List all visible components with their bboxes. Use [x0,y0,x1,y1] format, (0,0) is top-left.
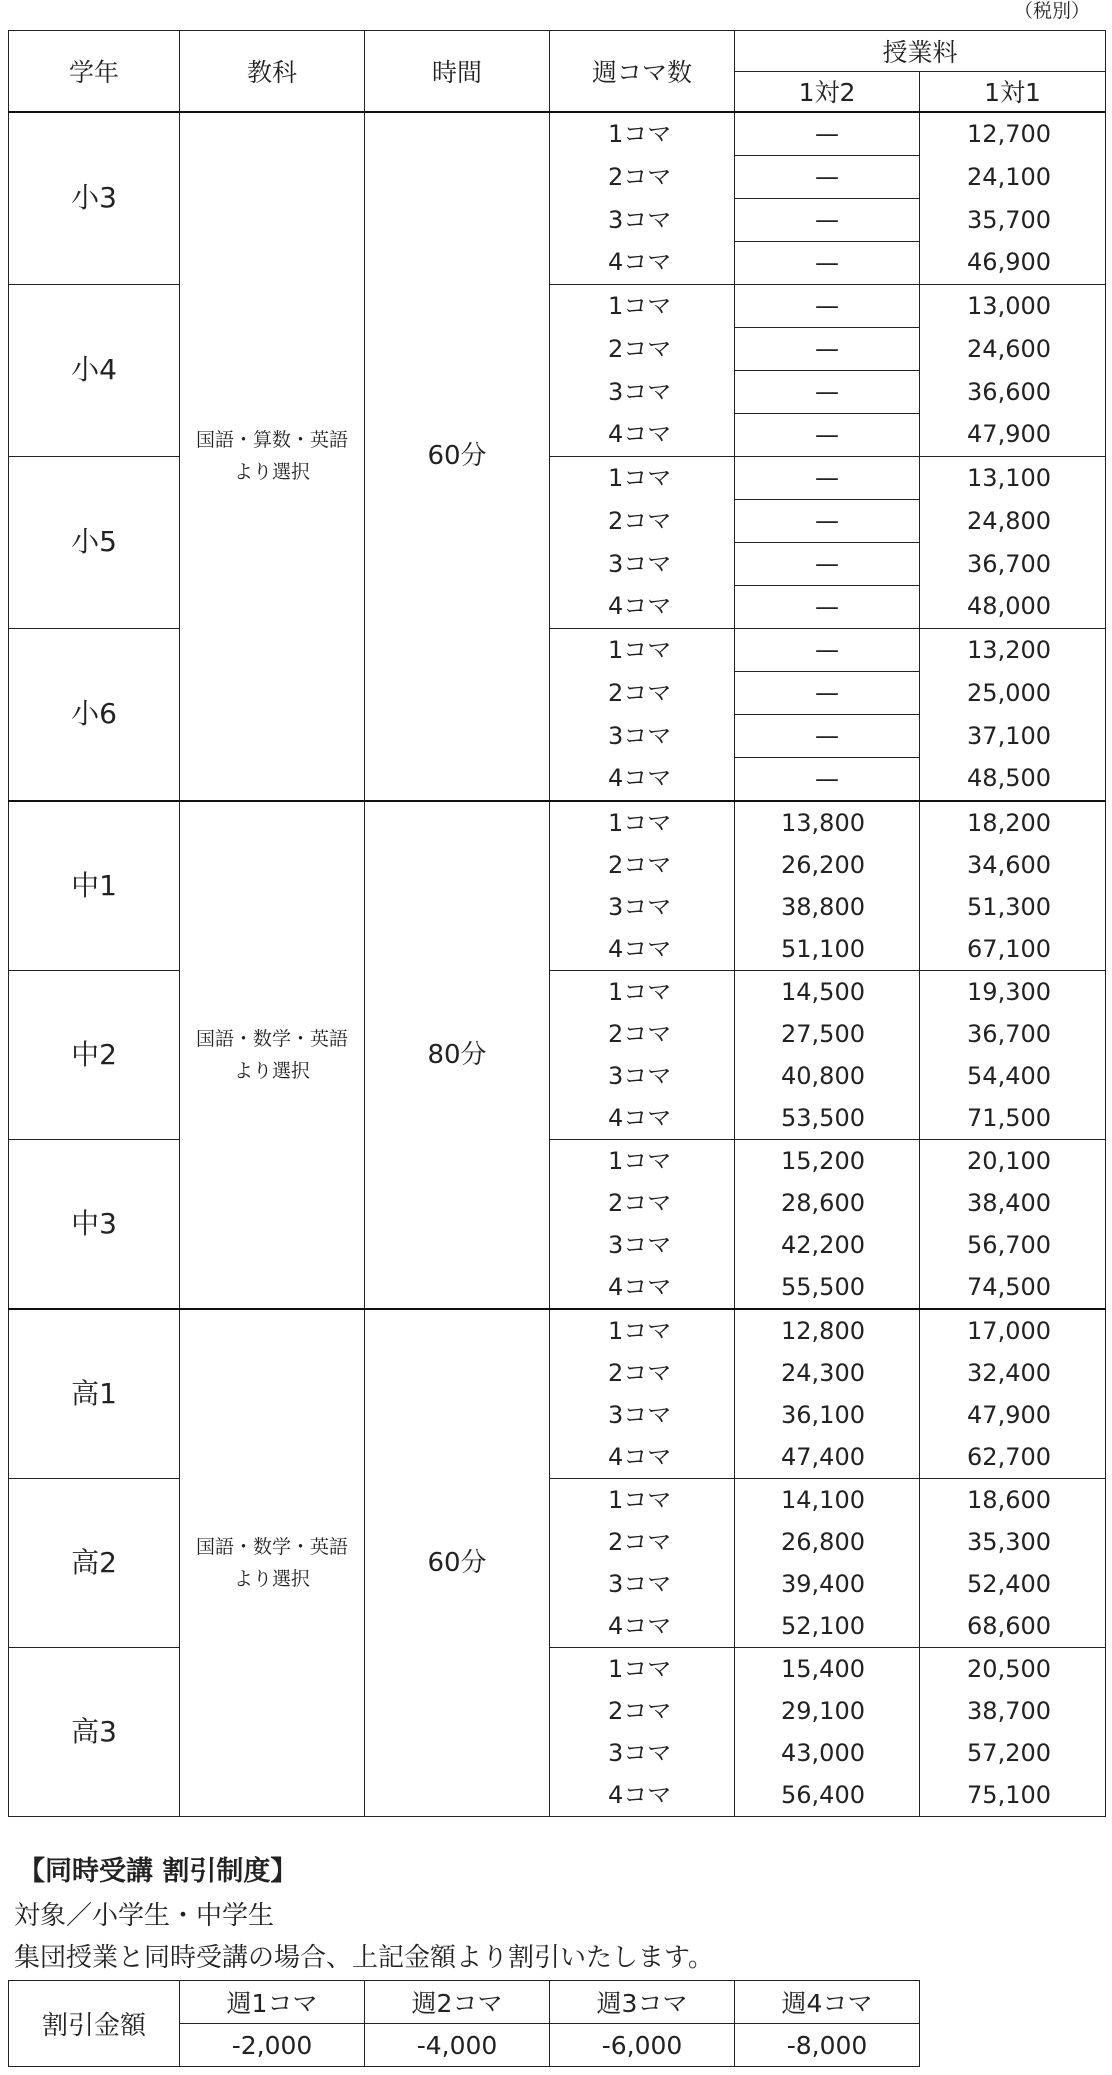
discount-table [8,1980,920,2067]
price-one-to-one: 19,300 [920,970,1106,1013]
price-one-to-one: 62,700 [920,1436,1106,1479]
koma-cell: 4コマ [550,241,735,284]
subject-line: より選択 [233,461,310,483]
price-one-to-one: 32,400 [920,1352,1106,1394]
price-one-to-one: 47,900 [920,413,1106,456]
price-one-to-one: 67,100 [920,928,1106,971]
price-one-to-two: — [735,284,920,327]
koma-cell: 1コマ [550,1309,735,1352]
koma-cell: 3コマ [550,886,735,928]
header-time: 時間 [365,31,550,112]
koma-cell: 2コマ [550,1352,735,1394]
price-one-to-two: 43,000 [735,1732,920,1774]
subject-line: 国語・算数・英語 [195,429,348,451]
table-row [9,456,1106,499]
header-subject: 教科 [180,31,365,112]
table-header [9,31,1106,112]
subject-line: より選択 [233,1567,310,1590]
price-one-to-one: 36,600 [920,370,1106,413]
price-one-to-one: 36,700 [920,1013,1106,1055]
koma-cell: 1コマ [550,1139,735,1182]
price-one-to-two: — [735,370,920,413]
price-one-to-two: 52,100 [735,1605,920,1648]
price-one-to-two: — [735,542,920,585]
price-one-to-one: 47,900 [920,1394,1106,1436]
price-one-to-two: — [735,155,920,198]
price-one-to-two: 53,500 [735,1097,920,1140]
price-one-to-two: 14,500 [735,970,920,1013]
tuition-table [8,30,1106,1817]
table-row [9,112,1106,156]
time-cell: 60分 [365,1309,550,1817]
price-one-to-two: — [735,628,920,671]
price-one-to-two: 38,800 [735,886,920,928]
price-one-to-two: — [735,327,920,370]
price-one-to-one: 36,700 [920,542,1106,585]
price-one-to-two: — [735,714,920,757]
koma-cell: 3コマ [550,1732,735,1774]
koma-cell: 2コマ [550,1521,735,1563]
koma-cell: 2コマ [550,1690,735,1732]
price-one-to-one: 20,500 [920,1647,1106,1690]
price-one-to-two: 36,100 [735,1394,920,1436]
koma-cell: 4コマ [550,1097,735,1140]
price-one-to-two: 55,500 [735,1266,920,1309]
time-cell: 80分 [365,801,550,1309]
koma-cell: 3コマ [550,1563,735,1605]
price-one-to-one: 38,700 [920,1690,1106,1732]
price-one-to-two: 47,400 [735,1436,920,1479]
price-one-to-two: — [735,456,920,499]
table-row [9,1309,1106,1352]
koma-cell: 3コマ [550,370,735,413]
koma-cell: 4コマ [550,1774,735,1817]
koma-cell: 2コマ [550,1182,735,1224]
price-one-to-two: — [735,413,920,456]
price-one-to-one: 48,000 [920,585,1106,628]
header-fee: 授業料 [735,31,1106,72]
grade-cell: 中1 [9,801,180,971]
discount-value: -4,000 [365,2024,550,2067]
grade-cell: 小4 [9,284,180,456]
price-one-to-one: 48,500 [920,757,1106,801]
table-row [9,1139,1106,1182]
subject-cell [180,112,365,801]
table-row [9,284,1106,327]
price-one-to-one: 13,100 [920,456,1106,499]
discount-value: -8,000 [735,2024,920,2067]
table-row [9,1647,1106,1690]
grade-cell: 高2 [9,1478,180,1647]
table-row [9,970,1106,1013]
time-cell: 60分 [365,112,550,801]
table-row [9,628,1106,671]
price-one-to-two: 51,100 [735,928,920,971]
table-row [9,1478,1106,1521]
price-one-to-one: 71,500 [920,1097,1106,1140]
price-one-to-two: 12,800 [735,1309,920,1352]
price-one-to-two: 42,200 [735,1224,920,1266]
koma-cell: 1コマ [550,284,735,327]
price-one-to-two: 26,200 [735,844,920,886]
price-one-to-one: 18,200 [920,801,1106,844]
discount-label: 割引金額 [9,1981,180,2067]
discount-header: 週2コマ [365,1981,550,2024]
price-one-to-two: 15,400 [735,1647,920,1690]
grade-cell: 小5 [9,456,180,628]
koma-cell: 3コマ [550,714,735,757]
koma-cell: 4コマ [550,1436,735,1479]
price-one-to-one: 52,400 [920,1563,1106,1605]
price-one-to-one: 18,600 [920,1478,1106,1521]
discount-target: 対象／小学生・中学生 [14,1901,275,1931]
discount-value: -6,000 [550,2024,735,2067]
price-one-to-two: 27,500 [735,1013,920,1055]
koma-cell: 2コマ [550,671,735,714]
koma-cell: 2コマ [550,327,735,370]
koma-cell: 1コマ [550,628,735,671]
subject-cell [180,801,365,1309]
price-one-to-one: 34,600 [920,844,1106,886]
koma-cell: 2コマ [550,155,735,198]
koma-cell: 1コマ [550,456,735,499]
koma-cell: 3コマ [550,198,735,241]
price-one-to-one: 68,600 [920,1605,1106,1648]
discount-header: 週4コマ [735,1981,920,2024]
price-one-to-one: 24,600 [920,327,1106,370]
price-one-to-two: 26,800 [735,1521,920,1563]
tax-note: （税別） [1013,0,1090,22]
price-one-to-two: 13,800 [735,801,920,844]
price-one-to-one: 24,100 [920,155,1106,198]
price-one-to-one: 17,000 [920,1309,1106,1352]
price-one-to-one: 25,000 [920,671,1106,714]
price-one-to-one: 75,100 [920,1774,1106,1817]
price-one-to-two: 14,100 [735,1478,920,1521]
price-one-to-one: 54,400 [920,1055,1106,1097]
koma-cell: 4コマ [550,413,735,456]
price-one-to-two: 29,100 [735,1690,920,1732]
price-one-to-two: 24,300 [735,1352,920,1394]
koma-cell: 2コマ [550,844,735,886]
price-one-to-one: 13,000 [920,284,1106,327]
price-one-to-two: — [735,112,920,156]
price-one-to-one: 35,700 [920,198,1106,241]
price-one-to-two: — [735,585,920,628]
koma-cell: 1コマ [550,1478,735,1521]
price-one-to-one: 20,100 [920,1139,1106,1182]
price-one-to-two: 28,600 [735,1182,920,1224]
grade-cell: 高3 [9,1647,180,1816]
koma-cell: 1コマ [550,112,735,156]
grade-cell: 小3 [9,112,180,285]
koma-cell: 3コマ [550,1224,735,1266]
price-one-to-one: 51,300 [920,886,1106,928]
grade-cell: 中3 [9,1139,180,1309]
koma-cell: 3コマ [550,1055,735,1097]
discount-value: -2,000 [180,2024,365,2067]
table-row [9,801,1106,844]
discount-title: 【同時受講 割引制度】 [18,1856,298,1887]
grade-cell: 小6 [9,628,180,801]
price-one-to-two: 56,400 [735,1774,920,1817]
subject-line: より選択 [233,1059,310,1082]
header-grade: 学年 [9,31,180,112]
koma-cell: 3コマ [550,542,735,585]
price-one-to-two: 15,200 [735,1139,920,1182]
discount-header: 週1コマ [180,1981,365,2024]
price-one-to-one: 24,800 [920,499,1106,542]
koma-cell: 1コマ [550,970,735,1013]
price-one-to-one: 13,200 [920,628,1106,671]
price-one-to-two: 40,800 [735,1055,920,1097]
koma-cell: 1コマ [550,1647,735,1690]
koma-cell: 4コマ [550,757,735,801]
price-one-to-two: — [735,757,920,801]
table-body [9,112,1106,1817]
price-one-to-one: 46,900 [920,241,1106,284]
koma-cell: 2コマ [550,499,735,542]
price-one-to-one: 38,400 [920,1182,1106,1224]
subject-line: 国語・数学・英語 [195,1027,348,1050]
koma-cell: 3コマ [550,1394,735,1436]
koma-cell: 4コマ [550,585,735,628]
price-one-to-one: 35,300 [920,1521,1106,1563]
price-one-to-one: 57,200 [920,1732,1106,1774]
koma-cell: 4コマ [550,1605,735,1648]
header-one-to-two: 1対2 [735,72,920,112]
price-one-to-two: — [735,671,920,714]
koma-cell: 2コマ [550,1013,735,1055]
koma-cell: 4コマ [550,928,735,971]
price-one-to-one: 56,700 [920,1224,1106,1266]
price-one-to-two: — [735,198,920,241]
discount-description: 集団授業と同時受講の場合、上記金額より割引いたします。 [14,1943,714,1973]
subject-cell [180,1309,365,1817]
subject-line: 国語・数学・英語 [195,1535,348,1558]
price-one-to-one: 74,500 [920,1266,1106,1309]
header-one-to-one: 1対1 [920,72,1106,112]
price-one-to-two: 39,400 [735,1563,920,1605]
price-one-to-two: — [735,499,920,542]
header-weekly: 週コマ数 [550,31,735,112]
price-one-to-one: 37,100 [920,714,1106,757]
price-one-to-one: 12,700 [920,112,1106,156]
grade-cell: 高1 [9,1309,180,1479]
grade-cell: 中2 [9,970,180,1139]
discount-header: 週3コマ [550,1981,735,2024]
price-one-to-two: — [735,241,920,284]
koma-cell: 4コマ [550,1266,735,1309]
koma-cell: 1コマ [550,801,735,844]
